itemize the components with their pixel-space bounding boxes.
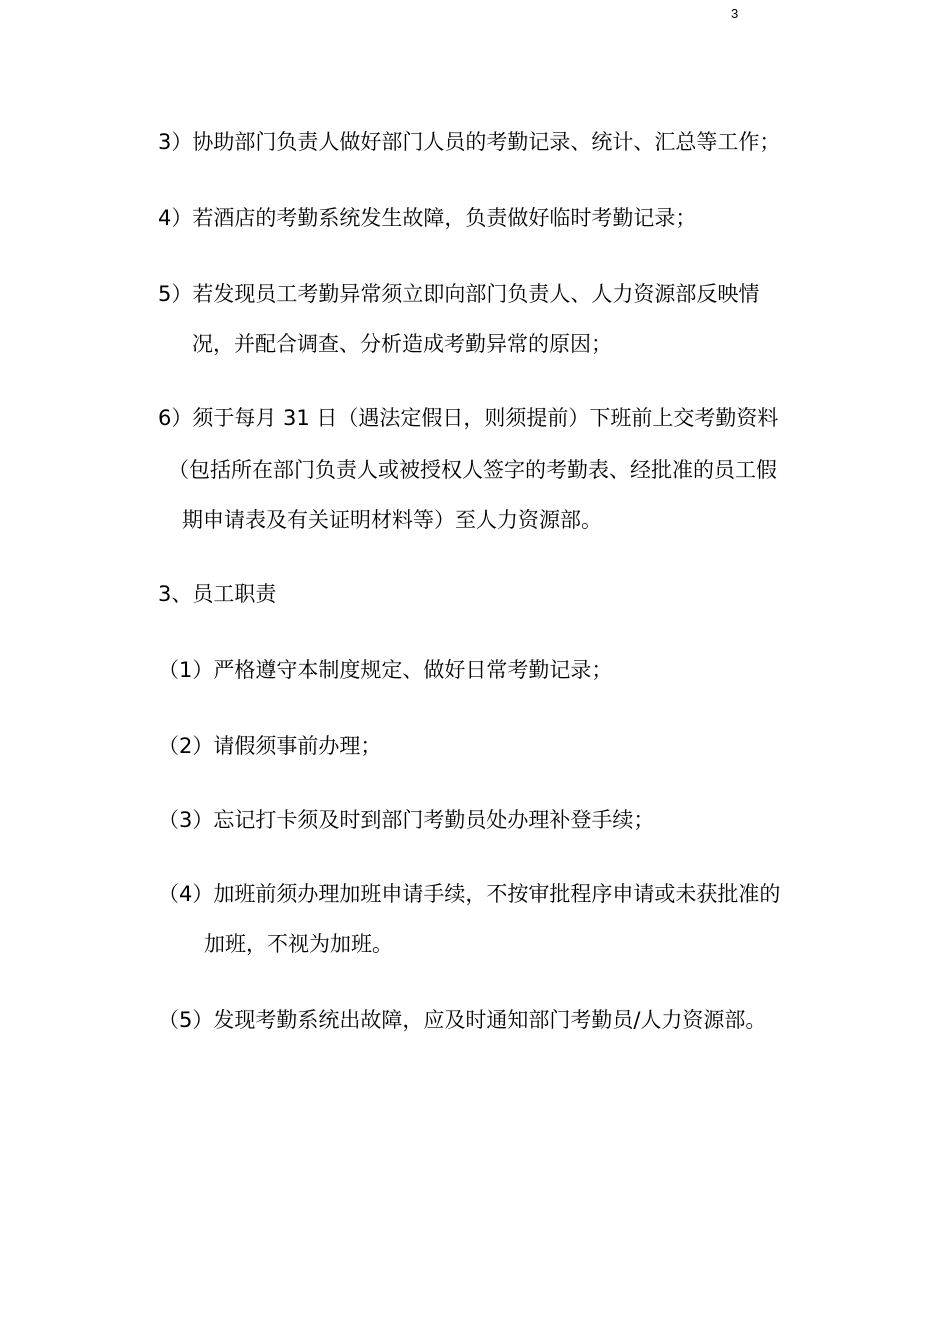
duty-item-4: 4）若酒店的考勤系统发生故障，负责做好临时考勤记录；: [158, 206, 697, 230]
employee-duty-2: （2）请假须事前办理；: [158, 734, 382, 758]
duty-item-6-continued-1: （包括所在部门负责人或被授权人签字的考勤表、经批准的员工假: [168, 458, 777, 482]
duty-item-6: 6）须于每月 31 日（遇法定假日，则须提前）下班前上交考勤资料: [158, 406, 779, 430]
section-heading-employee-duties: 3、员工职责: [158, 582, 277, 606]
employee-duty-4-continued: 加班，不视为加班。: [204, 932, 393, 956]
page-number: 3: [731, 6, 739, 21]
duty-item-3: 3）协助部门负责人做好部门人员的考勤记录、统计、汇总等工作；: [158, 130, 781, 154]
duty-item-6-continued-2: 期申请表及有关证明材料等）至人力资源部。: [182, 508, 602, 532]
employee-duty-3: （3）忘记打卡须及时到部门考勤员处办理补登手续；: [158, 808, 655, 832]
employee-duty-4: （4）加班前须办理加班申请手续，不按审批程序申请或未获批准的: [158, 882, 781, 906]
duty-item-5-continued: 况，并配合调查、分析造成考勤异常的原因；: [192, 332, 612, 356]
duty-item-5: 5）若发现员工考勤异常须立即向部门负责人、人力资源部反映情: [158, 282, 760, 306]
employee-duty-1: （1）严格遵守本制度规定、做好日常考勤记录；: [158, 658, 613, 682]
employee-duty-5: （5）发现考勤系统出故障，应及时通知部门考勤员/人力资源部。: [158, 1008, 767, 1032]
